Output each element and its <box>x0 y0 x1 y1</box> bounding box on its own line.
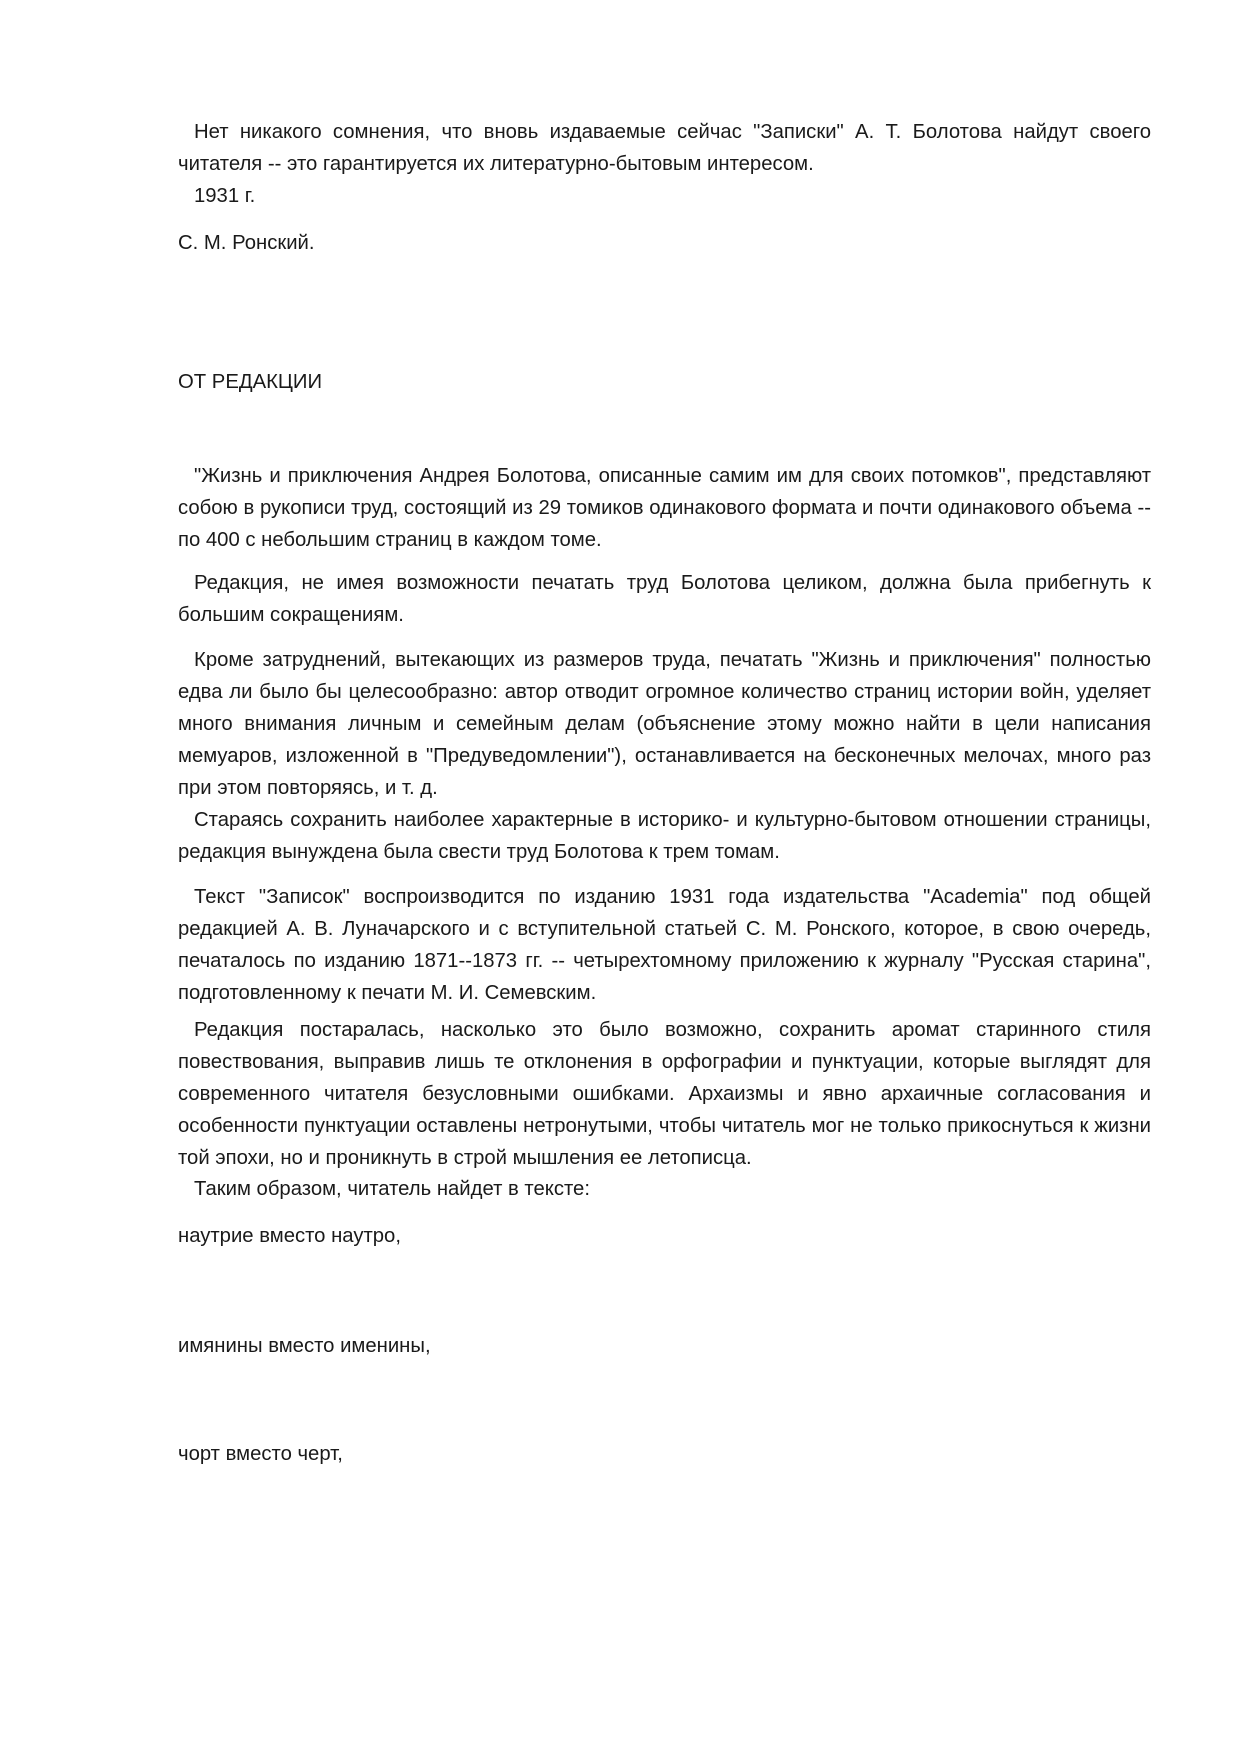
paragraph-1: "Жизнь и приключения Андрея Болотова, описанные самим им для своих потомков", представляют собою в рукописи труд, состоящий из 29 томиков одинакового формата и почти одинакового объема -- по 400 с небольшим страниц в каждом томе. <box>178 465 1151 551</box>
date-line: 1931 г. <box>194 185 256 207</box>
paragraph-3: Кроме затруднений, вытекающих из размеров труда, печатать "Жизнь и приключения" полностью едва ли было бы целесообразно: автор отводит огромное количество страниц истории войн, уделяет много внимания личным и семейным делам (объяснение этому можно найти в цели написания мемуаров, изложенной в "Предуведомлении"), останавливается на бесконечных мелочах, много раз при этом повторяясь, и т. д. <box>178 649 1151 799</box>
paragraph-6: Редакция постаралась, насколько это было возможно, сохранить аромат старинного стиля повествования, выправив лишь те отклонения в орфографии и пунктуации, которые выглядят для современного читателя безусловными ошибками. Архаизмы и явно архаичные согласования и особенности пунктуации оставлены нетронутыми, чтобы читатель мог не только прикоснуться к жизни той эпохи, но и проникнуть в строй мышления ее летописца. <box>178 1019 1151 1169</box>
paragraph-2: Редакция, не имея возможности печатать труд Болотова целиком, должна была прибегнуть к большим сокращениям. <box>178 572 1151 626</box>
example-3: чорт вместо черт, <box>178 1443 343 1465</box>
paragraph-7: Таким образом, читатель найдет в тексте: <box>194 1178 590 1200</box>
example-2: имянины вместо именины, <box>178 1335 431 1357</box>
paragraph-4: Стараясь сохранить наиболее характерные в историко- и культурно-бытовом отношении страницы, редакция вынуждена была свести труд Болотова к трем томам. <box>178 809 1151 863</box>
example-1: наутрие вместо наутро, <box>178 1225 401 1247</box>
intro-paragraph: Нет никакого сомнения, что вновь издаваемые сейчас "Записки" А. Т. Болотова найдут своего читателя -- это гарантируется их литературно-бытовым интересом. <box>178 121 1151 175</box>
paragraph-5: Текст "Записок" воспроизводится по изданию 1931 года издательства "Academia" под общей редакцией А. В. Луначарского и с вступительной статьей С. М. Ронского, которое, в свою очередь, печаталось по изданию 1871--1873 гг. -- четырехтомному приложению к журналу "Русская старина", подготовленному к печати М. И. Семевским. <box>178 886 1151 1004</box>
section-title: ОТ РЕДАКЦИИ <box>178 371 323 393</box>
signature: С. М. Ронский. <box>178 232 315 254</box>
